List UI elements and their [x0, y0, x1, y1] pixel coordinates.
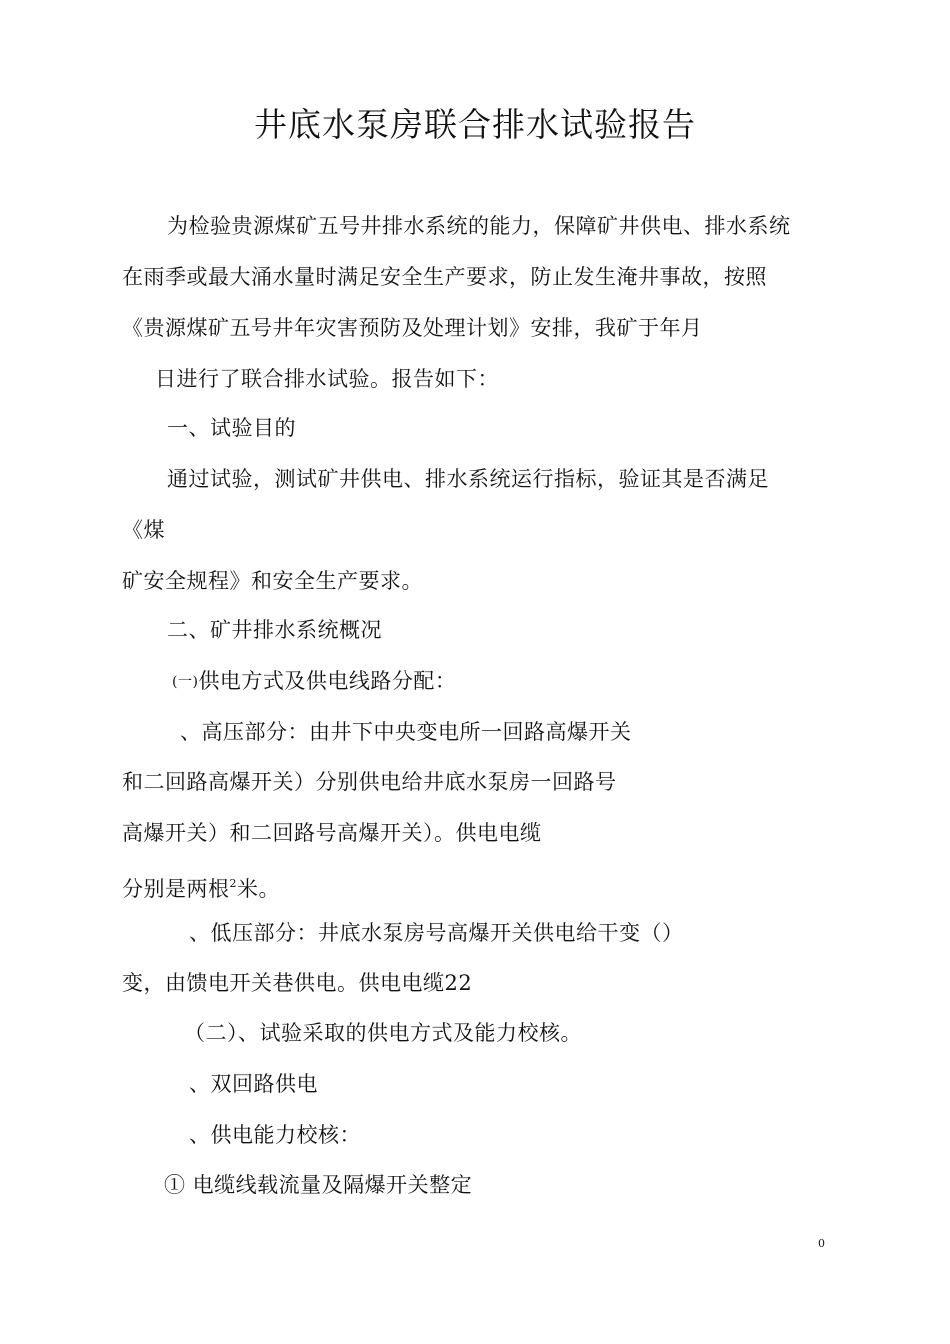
- paragraph-line-14-text: 分别是两根: [122, 877, 230, 901]
- paragraph-line-7: 《煤: [122, 518, 165, 542]
- paragraph-line-3: 《贵源煤矿五号井年灾害预防及处理计划》安排，我矿于年月: [122, 316, 703, 340]
- paragraph-line-16: 变，由馈电开关巷供电。供电电缆22: [122, 971, 473, 995]
- section-heading-purpose: 一、试验目的: [167, 416, 296, 440]
- section-marker: (一): [172, 674, 199, 690]
- document-title: 井底水泵房联合排水试验报告: [254, 105, 696, 144]
- paragraph-line-4: 日进行了联合排水试验。报告如下：: [155, 367, 499, 391]
- subsection-heading-text: 供电方式及供电线路分配：: [198, 669, 457, 693]
- paragraph-line-19: 、供电能力校核：: [189, 1123, 361, 1147]
- subsection-heading-test-method: （二）、试验采取的供电方式及能力校核。: [184, 1021, 582, 1045]
- paragraph-line-18: 、双回路供电: [189, 1072, 318, 1096]
- paragraph-line-8: 矿安全规程》和安全生产要求。: [122, 569, 423, 593]
- paragraph-line-2: 在雨季或最大涌水量时满足安全生产要求，防止发生淹井事故，按照: [122, 265, 767, 289]
- paragraph-line-11: 、高压部分：由井下中央变电所一回路高爆开关: [180, 720, 632, 744]
- paragraph-line-13: 高爆开关）和二回路号高爆开关）。供电电缆: [122, 821, 542, 845]
- paragraph-line-15: 、低压部分：井底水泵房号高爆开关供电给干变（）: [189, 921, 684, 945]
- paragraph-line-12: 和二回路高爆开关）分别供电给井底水泵房一回路号: [122, 770, 617, 794]
- paragraph-line-14: [122, 869, 280, 904]
- paragraph-line-6: 通过试验，测试矿井供电、排水系统运行指标，验证其是否满足: [167, 467, 769, 491]
- paragraph-line-1: 为检验贵源煤矿五号井排水系统的能力，保障矿井供电、排水系统: [167, 214, 791, 238]
- superscript-two: 2: [229, 877, 237, 890]
- subsection-heading-power-supply: [172, 666, 456, 697]
- paragraph-line-20: ① 电缆线载流量及隔爆开关整定: [164, 1173, 473, 1197]
- section-heading-overview: 二、矿井排水系统概况: [167, 618, 382, 642]
- paragraph-line-14-suffix: 米。: [237, 877, 280, 901]
- page-number: 0: [818, 1237, 825, 1250]
